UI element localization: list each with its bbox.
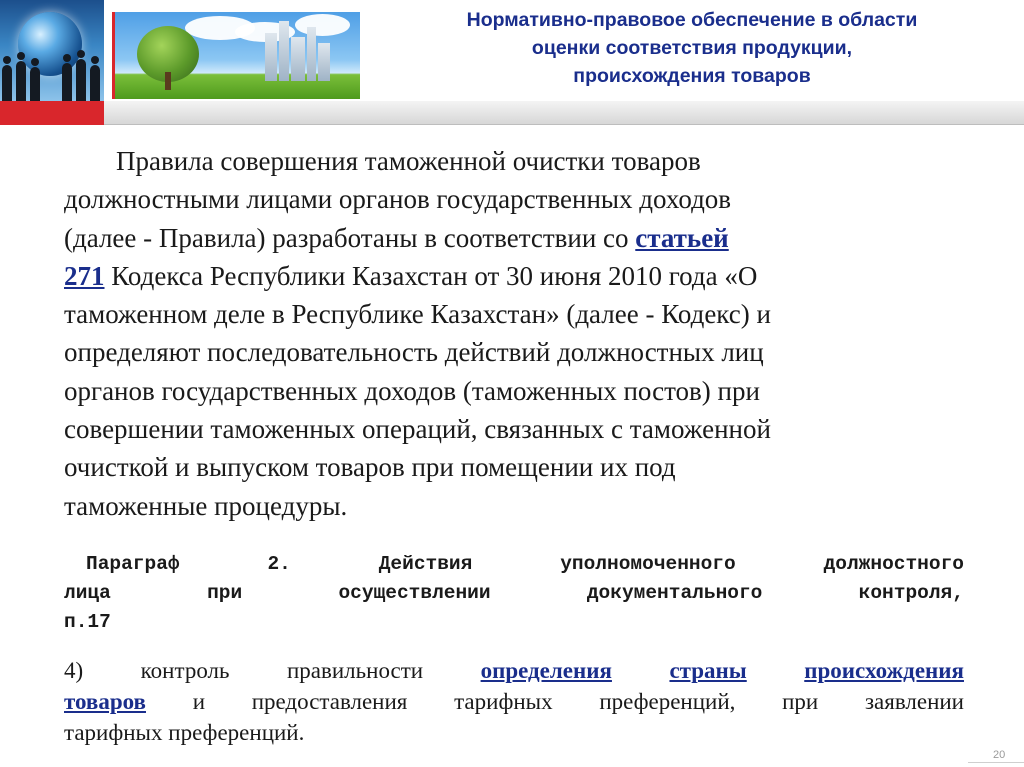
slide-title-line: Нормативно-правовое обеспечение в области (466, 9, 918, 31)
origin-link[interactable]: происхождения (804, 658, 964, 683)
footer-rule (968, 762, 1024, 763)
tree-city-landscape-image (112, 12, 360, 99)
text-line: Правила совершения таможенной очистки товаров (116, 146, 701, 176)
slide-title-line: происхождения товаров (573, 65, 811, 87)
text-line: должностными лицами органов государственных доходов (64, 184, 732, 215)
people-silhouettes (0, 55, 104, 101)
header-grey-bar (104, 101, 1024, 125)
article-link[interactable]: статьей (635, 222, 729, 253)
text-line: совершении таможенных операций, связанных с таможенной (64, 414, 771, 445)
text-line: таможенные процедуры. (64, 490, 348, 521)
text-line: определяют последовательность действий должностных лиц (64, 337, 764, 368)
heading-line: лица при осуществлении документального контроля, (64, 582, 964, 604)
header-red-accent (0, 101, 104, 125)
slide-title-line: оценки соответствия продукции, (531, 37, 853, 59)
item-4-paragraph (64, 655, 964, 748)
text-line: товаров и предоставления тарифных преференций, при заявлении (64, 686, 964, 717)
header-divider (104, 0, 112, 101)
text-line: очисткой и выпуском товаров при помещении их под (64, 452, 676, 483)
business-people-globe-image (0, 0, 104, 101)
text-line: органов государственных доходов (таможенных постов) при (64, 375, 760, 406)
text-line: тарифных преференций. (64, 720, 305, 745)
paragraph-heading (64, 550, 964, 637)
heading-line: п.17 (64, 611, 111, 633)
heading-line: Параграф 2. Действия уполномоченного должностного (86, 553, 964, 575)
text-line: 271 Кодекса Республики Казахстан от 30 июня 2010 года «О (64, 260, 758, 291)
slide-number: 20 (993, 749, 1006, 761)
main-paragraph (64, 142, 964, 525)
slide-title (372, 6, 1012, 90)
text-line: таможенном деле в Республике Казахстан» (далее - Кодекс) и (64, 299, 771, 330)
origin-link[interactable]: определения (480, 658, 612, 683)
text-line: 4) контроль правильности определения страны происхождения (64, 655, 964, 686)
article-number-link[interactable]: 271 (64, 260, 105, 291)
text-line: (далее - Правила) разработаны в соответствии со статьей (64, 222, 729, 253)
slide-header (0, 0, 1024, 124)
origin-link[interactable]: товаров (64, 689, 146, 714)
origin-link[interactable]: страны (669, 658, 747, 683)
